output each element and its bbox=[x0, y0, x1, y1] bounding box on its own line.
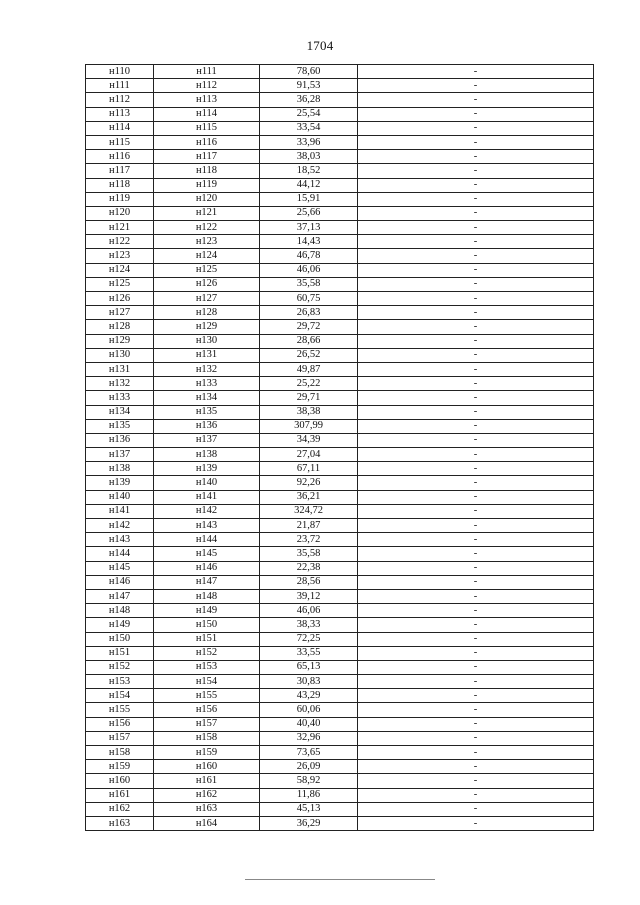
distance-cell: 28,56 bbox=[260, 575, 358, 589]
table-row bbox=[86, 760, 594, 774]
distance-cell: 34,39 bbox=[260, 433, 358, 447]
to-point-cell: н128 bbox=[154, 306, 260, 320]
distance-cell: 25,66 bbox=[260, 206, 358, 220]
distance-cell: 46,78 bbox=[260, 249, 358, 263]
to-point-cell: н151 bbox=[154, 632, 260, 646]
from-point-cell: н148 bbox=[86, 604, 154, 618]
note-cell: - bbox=[358, 490, 594, 504]
distance-cell: 324,72 bbox=[260, 504, 358, 518]
table-row bbox=[86, 391, 594, 405]
note-cell: - bbox=[358, 178, 594, 192]
note-cell: - bbox=[358, 660, 594, 674]
to-point-cell: н124 bbox=[154, 249, 260, 263]
from-point-cell: н150 bbox=[86, 632, 154, 646]
from-point-cell: н111 bbox=[86, 79, 154, 93]
note-cell: - bbox=[358, 79, 594, 93]
from-point-cell: н154 bbox=[86, 689, 154, 703]
table-row bbox=[86, 490, 594, 504]
table-row bbox=[86, 79, 594, 93]
to-point-cell: н153 bbox=[154, 660, 260, 674]
distance-cell: 21,87 bbox=[260, 519, 358, 533]
note-cell: - bbox=[358, 760, 594, 774]
page-number: 1704 bbox=[306, 38, 334, 53]
from-point-cell: н161 bbox=[86, 788, 154, 802]
table-row bbox=[86, 660, 594, 674]
to-point-cell: н130 bbox=[154, 334, 260, 348]
from-point-cell: н121 bbox=[86, 221, 154, 235]
from-point-cell: н139 bbox=[86, 476, 154, 490]
to-point-cell: н156 bbox=[154, 703, 260, 717]
to-point-cell: н162 bbox=[154, 788, 260, 802]
to-point-cell: н141 bbox=[154, 490, 260, 504]
distance-cell: 65,13 bbox=[260, 660, 358, 674]
from-point-cell: н129 bbox=[86, 334, 154, 348]
to-point-cell: н145 bbox=[154, 547, 260, 561]
to-point-cell: н139 bbox=[154, 462, 260, 476]
note-cell: - bbox=[358, 703, 594, 717]
note-cell: - bbox=[358, 731, 594, 745]
distance-cell: 33,54 bbox=[260, 121, 358, 135]
note-cell: - bbox=[358, 320, 594, 334]
from-point-cell: н120 bbox=[86, 206, 154, 220]
from-point-cell: н136 bbox=[86, 433, 154, 447]
to-point-cell: н119 bbox=[154, 178, 260, 192]
table-row bbox=[86, 65, 594, 79]
to-point-cell: н114 bbox=[154, 107, 260, 121]
to-point-cell: н113 bbox=[154, 93, 260, 107]
to-point-cell: н112 bbox=[154, 79, 260, 93]
distance-cell: 38,33 bbox=[260, 618, 358, 632]
table-row bbox=[86, 249, 594, 263]
table-row bbox=[86, 419, 594, 433]
table-row bbox=[86, 121, 594, 135]
to-point-cell: н158 bbox=[154, 731, 260, 745]
note-cell: - bbox=[358, 391, 594, 405]
table-row bbox=[86, 405, 594, 419]
distance-cell: 23,72 bbox=[260, 533, 358, 547]
from-point-cell: н131 bbox=[86, 362, 154, 376]
to-point-cell: н115 bbox=[154, 121, 260, 135]
table-row bbox=[86, 235, 594, 249]
distance-cell: 36,28 bbox=[260, 93, 358, 107]
table-row bbox=[86, 788, 594, 802]
distance-cell: 44,12 bbox=[260, 178, 358, 192]
table-row bbox=[86, 703, 594, 717]
distance-cell: 58,92 bbox=[260, 774, 358, 788]
note-cell: - bbox=[358, 377, 594, 391]
table-row bbox=[86, 206, 594, 220]
to-point-cell: н135 bbox=[154, 405, 260, 419]
from-point-cell: н151 bbox=[86, 646, 154, 660]
from-point-cell: н130 bbox=[86, 348, 154, 362]
distance-cell: 18,52 bbox=[260, 164, 358, 178]
from-point-cell: н122 bbox=[86, 235, 154, 249]
from-point-cell: н115 bbox=[86, 135, 154, 149]
note-cell: - bbox=[358, 589, 594, 603]
from-point-cell: н140 bbox=[86, 490, 154, 504]
from-point-cell: н112 bbox=[86, 93, 154, 107]
table-row bbox=[86, 306, 594, 320]
note-cell: - bbox=[358, 618, 594, 632]
note-cell: - bbox=[358, 206, 594, 220]
note-cell: - bbox=[358, 93, 594, 107]
table-row bbox=[86, 575, 594, 589]
note-cell: - bbox=[358, 561, 594, 575]
table-row bbox=[86, 320, 594, 334]
from-point-cell: н147 bbox=[86, 589, 154, 603]
distance-cell: 60,75 bbox=[260, 292, 358, 306]
from-point-cell: н159 bbox=[86, 760, 154, 774]
to-point-cell: н140 bbox=[154, 476, 260, 490]
from-point-cell: н162 bbox=[86, 802, 154, 816]
note-cell: - bbox=[358, 504, 594, 518]
note-cell: - bbox=[358, 334, 594, 348]
note-cell: - bbox=[358, 249, 594, 263]
from-point-cell: н123 bbox=[86, 249, 154, 263]
note-cell: - bbox=[358, 362, 594, 376]
note-cell: - bbox=[358, 348, 594, 362]
to-point-cell: н131 bbox=[154, 348, 260, 362]
table-row bbox=[86, 448, 594, 462]
table-row bbox=[86, 93, 594, 107]
table-row bbox=[86, 646, 594, 660]
table-row bbox=[86, 107, 594, 121]
table-row bbox=[86, 462, 594, 476]
to-point-cell: н157 bbox=[154, 717, 260, 731]
note-cell: - bbox=[358, 433, 594, 447]
from-point-cell: н133 bbox=[86, 391, 154, 405]
note-cell: - bbox=[358, 476, 594, 490]
note-cell: - bbox=[358, 632, 594, 646]
from-point-cell: н128 bbox=[86, 320, 154, 334]
to-point-cell: н132 bbox=[154, 362, 260, 376]
from-point-cell: н141 bbox=[86, 504, 154, 518]
distance-cell: 14,43 bbox=[260, 235, 358, 249]
note-cell: - bbox=[358, 689, 594, 703]
distance-cell: 36,29 bbox=[260, 816, 358, 830]
table-row bbox=[86, 476, 594, 490]
from-point-cell: н113 bbox=[86, 107, 154, 121]
table-row bbox=[86, 362, 594, 376]
distance-cell: 92,26 bbox=[260, 476, 358, 490]
note-cell: - bbox=[358, 746, 594, 760]
table-row bbox=[86, 802, 594, 816]
from-point-cell: н117 bbox=[86, 164, 154, 178]
distance-cell: 67,11 bbox=[260, 462, 358, 476]
to-point-cell: н150 bbox=[154, 618, 260, 632]
distance-cell: 27,04 bbox=[260, 448, 358, 462]
table-row bbox=[86, 547, 594, 561]
from-point-cell: н163 bbox=[86, 816, 154, 830]
distance-cell: 78,60 bbox=[260, 65, 358, 79]
to-point-cell: н155 bbox=[154, 689, 260, 703]
to-point-cell: н149 bbox=[154, 604, 260, 618]
distance-cell: 25,22 bbox=[260, 377, 358, 391]
boundary-segments-table bbox=[85, 64, 594, 831]
from-point-cell: н125 bbox=[86, 277, 154, 291]
note-cell: - bbox=[358, 547, 594, 561]
distance-cell: 29,72 bbox=[260, 320, 358, 334]
table-row bbox=[86, 618, 594, 632]
table-row bbox=[86, 604, 594, 618]
note-cell: - bbox=[358, 292, 594, 306]
table-body bbox=[86, 65, 594, 831]
distance-cell: 36,21 bbox=[260, 490, 358, 504]
from-point-cell: н153 bbox=[86, 675, 154, 689]
distance-cell: 49,87 bbox=[260, 362, 358, 376]
table-row bbox=[86, 519, 594, 533]
to-point-cell: н122 bbox=[154, 221, 260, 235]
table-row bbox=[86, 292, 594, 306]
distance-cell: 46,06 bbox=[260, 604, 358, 618]
to-point-cell: н118 bbox=[154, 164, 260, 178]
from-point-cell: н127 bbox=[86, 306, 154, 320]
note-cell: - bbox=[358, 675, 594, 689]
to-point-cell: н121 bbox=[154, 206, 260, 220]
to-point-cell: н154 bbox=[154, 675, 260, 689]
distance-cell: 37,13 bbox=[260, 221, 358, 235]
distance-cell: 28,66 bbox=[260, 334, 358, 348]
distance-cell: 60,06 bbox=[260, 703, 358, 717]
note-cell: - bbox=[358, 65, 594, 79]
table-row bbox=[86, 561, 594, 575]
distance-cell: 35,58 bbox=[260, 277, 358, 291]
from-point-cell: н156 bbox=[86, 717, 154, 731]
table-row bbox=[86, 816, 594, 830]
to-point-cell: н161 bbox=[154, 774, 260, 788]
note-cell: - bbox=[358, 263, 594, 277]
to-point-cell: н134 bbox=[154, 391, 260, 405]
from-point-cell: н144 bbox=[86, 547, 154, 561]
from-point-cell: н138 bbox=[86, 462, 154, 476]
distance-cell: 35,58 bbox=[260, 547, 358, 561]
note-cell: - bbox=[358, 192, 594, 206]
table-row bbox=[86, 277, 594, 291]
distance-cell: 38,38 bbox=[260, 405, 358, 419]
note-cell: - bbox=[358, 221, 594, 235]
to-point-cell: н129 bbox=[154, 320, 260, 334]
from-point-cell: н155 bbox=[86, 703, 154, 717]
note-cell: - bbox=[358, 788, 594, 802]
to-point-cell: н152 bbox=[154, 646, 260, 660]
distance-cell: 15,91 bbox=[260, 192, 358, 206]
note-cell: - bbox=[358, 816, 594, 830]
note-cell: - bbox=[358, 277, 594, 291]
table-row bbox=[86, 135, 594, 149]
from-point-cell: н142 bbox=[86, 519, 154, 533]
table-row bbox=[86, 164, 594, 178]
to-point-cell: н133 bbox=[154, 377, 260, 391]
distance-cell: 29,71 bbox=[260, 391, 358, 405]
distance-cell: 25,54 bbox=[260, 107, 358, 121]
distance-cell: 26,83 bbox=[260, 306, 358, 320]
to-point-cell: н125 bbox=[154, 263, 260, 277]
to-point-cell: н146 bbox=[154, 561, 260, 575]
distance-cell: 33,96 bbox=[260, 135, 358, 149]
distance-cell: 22,38 bbox=[260, 561, 358, 575]
distance-cell: 307,99 bbox=[260, 419, 358, 433]
note-cell: - bbox=[358, 646, 594, 660]
table-row bbox=[86, 533, 594, 547]
from-point-cell: н160 bbox=[86, 774, 154, 788]
note-cell: - bbox=[358, 533, 594, 547]
distance-cell: 38,03 bbox=[260, 150, 358, 164]
table-row bbox=[86, 178, 594, 192]
note-cell: - bbox=[358, 774, 594, 788]
note-cell: - bbox=[358, 164, 594, 178]
note-cell: - bbox=[358, 448, 594, 462]
to-point-cell: н117 bbox=[154, 150, 260, 164]
to-point-cell: н127 bbox=[154, 292, 260, 306]
to-point-cell: н138 bbox=[154, 448, 260, 462]
table-row bbox=[86, 731, 594, 745]
to-point-cell: н159 bbox=[154, 746, 260, 760]
from-point-cell: н116 bbox=[86, 150, 154, 164]
distance-cell: 39,12 bbox=[260, 589, 358, 603]
distance-cell: 73,65 bbox=[260, 746, 358, 760]
distance-cell: 46,06 bbox=[260, 263, 358, 277]
footer-rule bbox=[245, 879, 435, 880]
to-point-cell: н148 bbox=[154, 589, 260, 603]
from-point-cell: н137 bbox=[86, 448, 154, 462]
to-point-cell: н143 bbox=[154, 519, 260, 533]
note-cell: - bbox=[358, 519, 594, 533]
to-point-cell: н123 bbox=[154, 235, 260, 249]
distance-cell: 45,13 bbox=[260, 802, 358, 816]
note-cell: - bbox=[358, 462, 594, 476]
from-point-cell: н124 bbox=[86, 263, 154, 277]
to-point-cell: н137 bbox=[154, 433, 260, 447]
note-cell: - bbox=[358, 575, 594, 589]
from-point-cell: н152 bbox=[86, 660, 154, 674]
from-point-cell: н146 bbox=[86, 575, 154, 589]
table-row bbox=[86, 433, 594, 447]
table-row bbox=[86, 192, 594, 206]
note-cell: - bbox=[358, 107, 594, 121]
to-point-cell: н160 bbox=[154, 760, 260, 774]
table-row bbox=[86, 221, 594, 235]
from-point-cell: н110 bbox=[86, 65, 154, 79]
distance-cell: 91,53 bbox=[260, 79, 358, 93]
distance-cell: 26,52 bbox=[260, 348, 358, 362]
to-point-cell: н136 bbox=[154, 419, 260, 433]
from-point-cell: н119 bbox=[86, 192, 154, 206]
table-row bbox=[86, 334, 594, 348]
note-cell: - bbox=[358, 419, 594, 433]
from-point-cell: н126 bbox=[86, 292, 154, 306]
to-point-cell: н163 bbox=[154, 802, 260, 816]
distance-cell: 33,55 bbox=[260, 646, 358, 660]
note-cell: - bbox=[358, 121, 594, 135]
distance-cell: 30,83 bbox=[260, 675, 358, 689]
table-row bbox=[86, 675, 594, 689]
table-row bbox=[86, 717, 594, 731]
note-cell: - bbox=[358, 604, 594, 618]
table-row bbox=[86, 348, 594, 362]
to-point-cell: н120 bbox=[154, 192, 260, 206]
from-point-cell: н143 bbox=[86, 533, 154, 547]
to-point-cell: н116 bbox=[154, 135, 260, 149]
to-point-cell: н142 bbox=[154, 504, 260, 518]
distance-cell: 32,96 bbox=[260, 731, 358, 745]
note-cell: - bbox=[358, 135, 594, 149]
note-cell: - bbox=[358, 306, 594, 320]
note-cell: - bbox=[358, 717, 594, 731]
note-cell: - bbox=[358, 235, 594, 249]
from-point-cell: н157 bbox=[86, 731, 154, 745]
table-row bbox=[86, 689, 594, 703]
distance-cell: 40,40 bbox=[260, 717, 358, 731]
table-row bbox=[86, 589, 594, 603]
distance-cell: 26,09 bbox=[260, 760, 358, 774]
table-row bbox=[86, 377, 594, 391]
from-point-cell: н158 bbox=[86, 746, 154, 760]
from-point-cell: н134 bbox=[86, 405, 154, 419]
to-point-cell: н164 bbox=[154, 816, 260, 830]
distance-cell: 72,25 bbox=[260, 632, 358, 646]
to-point-cell: н126 bbox=[154, 277, 260, 291]
table-row bbox=[86, 774, 594, 788]
note-cell: - bbox=[358, 802, 594, 816]
from-point-cell: н114 bbox=[86, 121, 154, 135]
table-row bbox=[86, 504, 594, 518]
distance-cell: 43,29 bbox=[260, 689, 358, 703]
note-cell: - bbox=[358, 405, 594, 419]
table-row bbox=[86, 263, 594, 277]
note-cell: - bbox=[358, 150, 594, 164]
from-point-cell: н118 bbox=[86, 178, 154, 192]
table-row bbox=[86, 746, 594, 760]
table-row bbox=[86, 632, 594, 646]
to-point-cell: н147 bbox=[154, 575, 260, 589]
to-point-cell: н111 bbox=[154, 65, 260, 79]
to-point-cell: н144 bbox=[154, 533, 260, 547]
from-point-cell: н145 bbox=[86, 561, 154, 575]
table-row bbox=[86, 150, 594, 164]
from-point-cell: н149 bbox=[86, 618, 154, 632]
from-point-cell: н135 bbox=[86, 419, 154, 433]
distance-cell: 11,86 bbox=[260, 788, 358, 802]
from-point-cell: н132 bbox=[86, 377, 154, 391]
